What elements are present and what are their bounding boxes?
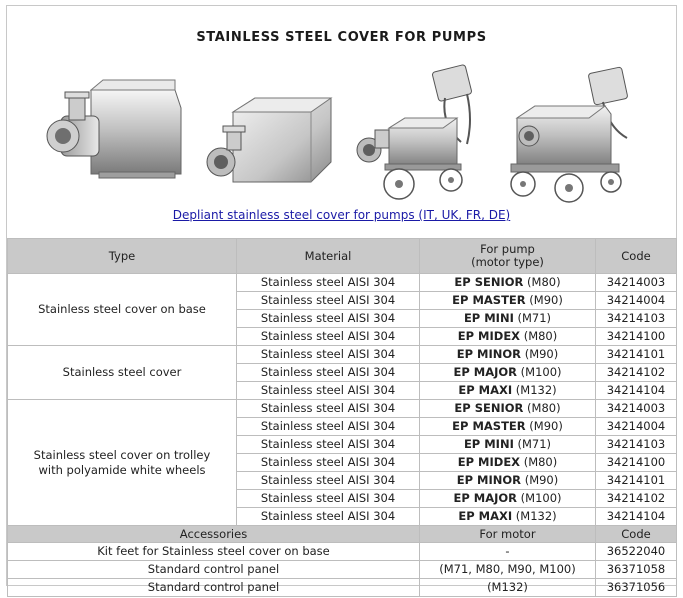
pump-cover-image [203, 92, 335, 192]
pump-model: EP MIDEX [457, 329, 521, 343]
motor-type: (M90) [529, 419, 563, 433]
code-cell: 34214104 [596, 382, 677, 400]
material-cell: Stainless steel AISI 304 [237, 418, 420, 436]
motor-type: (M100) [520, 491, 562, 505]
accessory-row [8, 579, 677, 597]
motor-type: (M80) [523, 455, 558, 469]
accessory-name: Standard control panel [8, 579, 420, 597]
material-cell: Stainless steel AISI 304 [237, 382, 420, 400]
material-cell: Stainless steel AISI 304 [237, 400, 420, 418]
page-title: STAINLESS STEEL COVER FOR PUMPS [196, 30, 487, 45]
motor-type: (M71) [517, 311, 552, 325]
pump-model: EP MAXI [458, 509, 513, 523]
accessory-row [8, 543, 677, 561]
material-cell: Stainless steel AISI 304 [237, 490, 420, 508]
pump-cell [420, 292, 596, 310]
motor-type: (M90) [524, 473, 559, 487]
code-cell: 34214101 [596, 472, 677, 490]
material-cell: Stainless steel AISI 304 [237, 274, 420, 292]
code-cell: 34214101 [596, 346, 677, 364]
material-cell: Stainless steel AISI 304 [237, 436, 420, 454]
pump-cell [420, 436, 596, 454]
header-accessories: Accessories [8, 526, 420, 543]
pump-model: EP MINI [463, 311, 514, 325]
motor-type: (M90) [529, 293, 563, 307]
pump-cell [420, 310, 596, 328]
material-cell: Stainless steel AISI 304 [237, 328, 420, 346]
pump-model: EP MIDEX [457, 455, 521, 469]
code-cell: 34214003 [596, 274, 677, 292]
material-cell: Stainless steel AISI 304 [237, 472, 420, 490]
code-cell: 34214004 [596, 418, 677, 436]
pump-cell [420, 364, 596, 382]
header-type: Type [8, 239, 237, 274]
pump-model: EP MAJOR [453, 365, 518, 379]
type-line1: Stainless steel cover on trolley [33, 447, 211, 462]
pump-model: EP MINI [463, 437, 514, 451]
code-cell: 34214102 [596, 364, 677, 382]
material-cell: Stainless steel AISI 304 [237, 508, 420, 526]
pump-cover-trolley-image [349, 64, 489, 204]
header-code: Code [596, 239, 677, 274]
material-cell: Stainless steel AISI 304 [237, 346, 420, 364]
motor-type: (M80) [527, 275, 561, 289]
motor-type: (M80) [527, 401, 561, 415]
table-row [8, 346, 677, 364]
pump-model: EP MAXI [458, 383, 513, 397]
pump-cell [420, 472, 596, 490]
header-material: Material [237, 239, 420, 274]
table-row [8, 274, 677, 292]
accessory-code: 36371056 [596, 579, 677, 597]
code-cell: 34214100 [596, 328, 677, 346]
accessory-name: Kit feet for Stainless steel cover on base [8, 543, 420, 561]
specs-table [7, 238, 677, 597]
type-line2: with polyamide white wheels [38, 462, 206, 477]
code-cell: 34214104 [596, 508, 677, 526]
accessory-motor: (M132) [420, 579, 596, 597]
material-cell: Stainless steel AISI 304 [237, 310, 420, 328]
accessory-name: Standard control panel [8, 561, 420, 579]
product-sheet [6, 5, 677, 594]
code-cell: 34214103 [596, 436, 677, 454]
table-row [8, 400, 677, 418]
pump-cell [420, 400, 596, 418]
type-cell: Stainless steel cover on base [8, 274, 237, 346]
brochure-link-row [7, 208, 676, 222]
code-cell: 34214003 [596, 400, 677, 418]
material-cell: Stainless steel AISI 304 [237, 364, 420, 382]
material-cell: Stainless steel AISI 304 [237, 454, 420, 472]
code-cell: 34214103 [596, 310, 677, 328]
motor-type: (M132) [515, 383, 557, 397]
motor-type: (M90) [524, 347, 559, 361]
code-cell: 34214102 [596, 490, 677, 508]
header-pump-line2: (motor type) [471, 255, 544, 269]
accessory-motor: - [420, 543, 596, 561]
motor-type: (M132) [515, 509, 557, 523]
brochure-link[interactable]: Depliant stainless steel cover for pumps (IT, UK, FR, DE) [172, 208, 511, 222]
accessory-code: 36522040 [596, 543, 677, 561]
pump-cell [420, 346, 596, 364]
pump-cover-trolley-panel-image [499, 66, 639, 206]
pump-cell [420, 328, 596, 346]
type-cell: Stainless steel cover [8, 346, 237, 400]
pump-cell [420, 490, 596, 508]
table-header-row [8, 239, 677, 274]
pump-cell [420, 508, 596, 526]
motor-type: (M80) [523, 329, 558, 343]
pump-model: EP MINOR [456, 473, 522, 487]
code-cell: 34214004 [596, 292, 677, 310]
accessories-header-row [8, 526, 677, 543]
header-pump-line1: For pump [480, 242, 535, 256]
pump-cell [420, 382, 596, 400]
type-cell [8, 400, 237, 526]
pump-model: EP MASTER [452, 419, 526, 433]
pump-model: EP MAJOR [453, 491, 518, 505]
pump-cell [420, 418, 596, 436]
code-cell: 34214100 [596, 454, 677, 472]
pump-model: EP SENIOR [454, 275, 524, 289]
pump-model: EP SENIOR [454, 401, 524, 415]
accessory-code: 36371058 [596, 561, 677, 579]
pump-cell [420, 454, 596, 472]
accessory-row [8, 561, 677, 579]
pump-model: EP MINOR [456, 347, 522, 361]
material-cell: Stainless steel AISI 304 [237, 292, 420, 310]
motor-type: (M100) [520, 365, 562, 379]
accessory-motor: (M71, M80, M90, M100) [420, 561, 596, 579]
header-pump [420, 239, 596, 274]
motor-type: (M71) [517, 437, 552, 451]
header-accessory-code: Code [596, 526, 677, 543]
pump-cell [420, 274, 596, 292]
pump-model: EP MASTER [452, 293, 526, 307]
header-for-motor: For motor [420, 526, 596, 543]
pump-cover-base-image [43, 56, 193, 186]
